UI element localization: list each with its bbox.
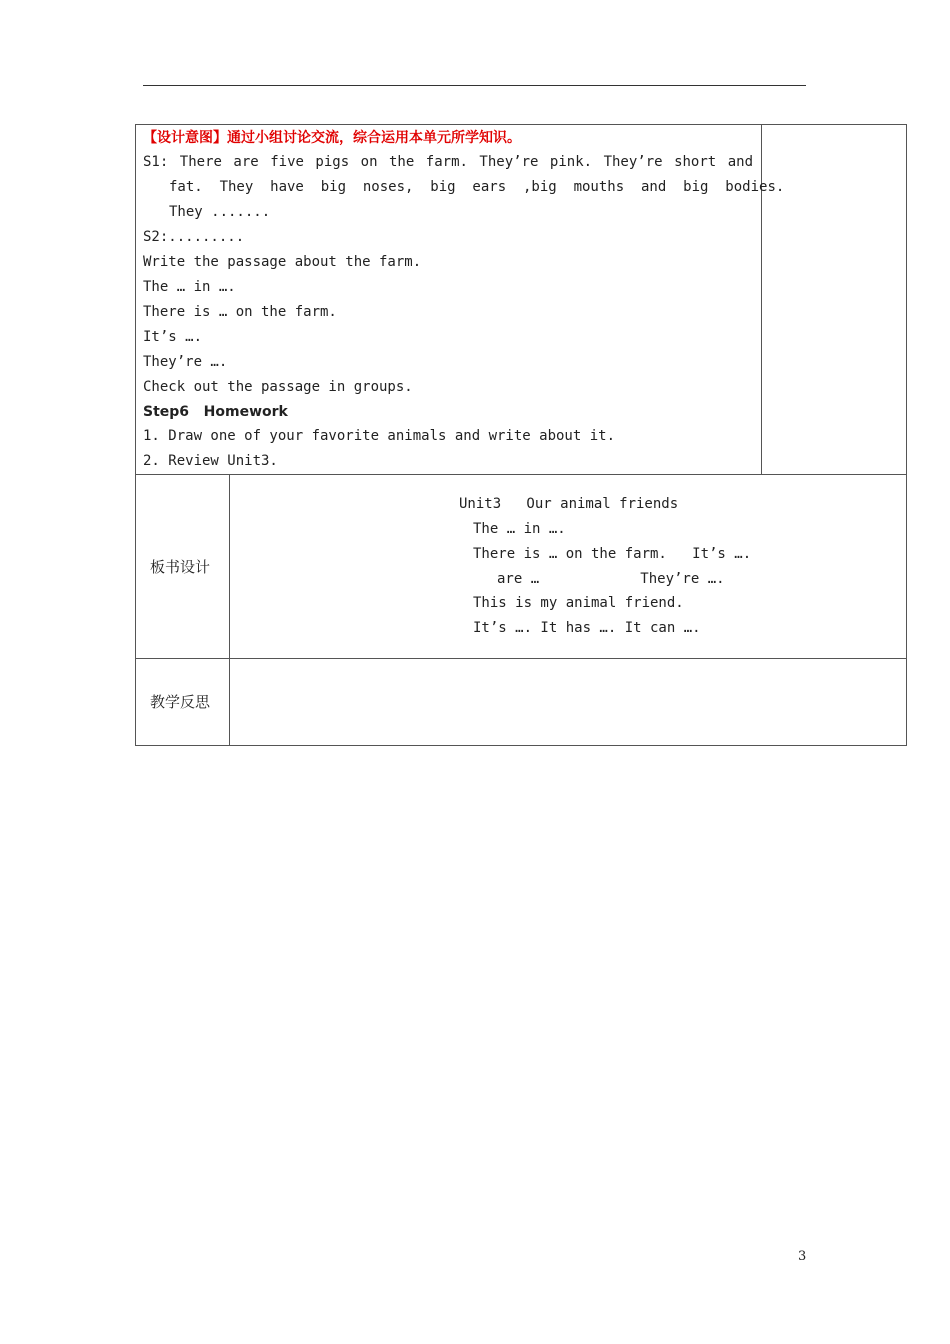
s1-line-1: S1: There are five pigs on the farm. They’re pink. They’re short and [143,154,753,170]
board-title: Unit3 Our animal friends [459,496,679,512]
pattern-3: It’s …. [143,329,203,345]
pattern-4: They’re …. [143,354,228,370]
row-divider-2 [135,658,906,659]
s1-line-2: fat. They have big noses, big ears ,big mouths and big bodies. [169,179,785,195]
reflection-label: 教学反思 [150,693,211,711]
header-rule [143,85,806,86]
check-passage: Check out the passage in groups. [143,379,413,395]
board-line-4: This is my animal friend. [473,595,684,611]
row-divider-1 [135,474,906,475]
write-passage: Write the passage about the farm. [143,254,422,270]
s2-line: S2:......... [143,229,245,245]
board-design-label: 板书设计 [150,558,211,576]
page-number: 3 [798,1249,807,1264]
s1-line-3: They ....... [169,204,271,220]
design-intent: 【设计意图】通过小组讨论交流，综合运用本单元所学知识。 [143,130,521,146]
board-line-5: It’s …. It has …. It can …. [473,620,701,636]
step6-heading: Step6 Homework [143,404,288,420]
board-line-3: are … They’re …. [497,571,725,587]
label-column-divider [229,474,230,745]
board-line-1: The … in …. [473,521,566,537]
board-line-2: There is … on the farm. It’s …. [473,546,752,562]
homework-1: 1. Draw one of your favorite animals and write about it. [143,428,616,444]
pattern-2: There is … on the farm. [143,304,337,320]
pattern-1: The … in …. [143,279,236,295]
homework-2: 2. Review Unit3. [143,453,278,469]
